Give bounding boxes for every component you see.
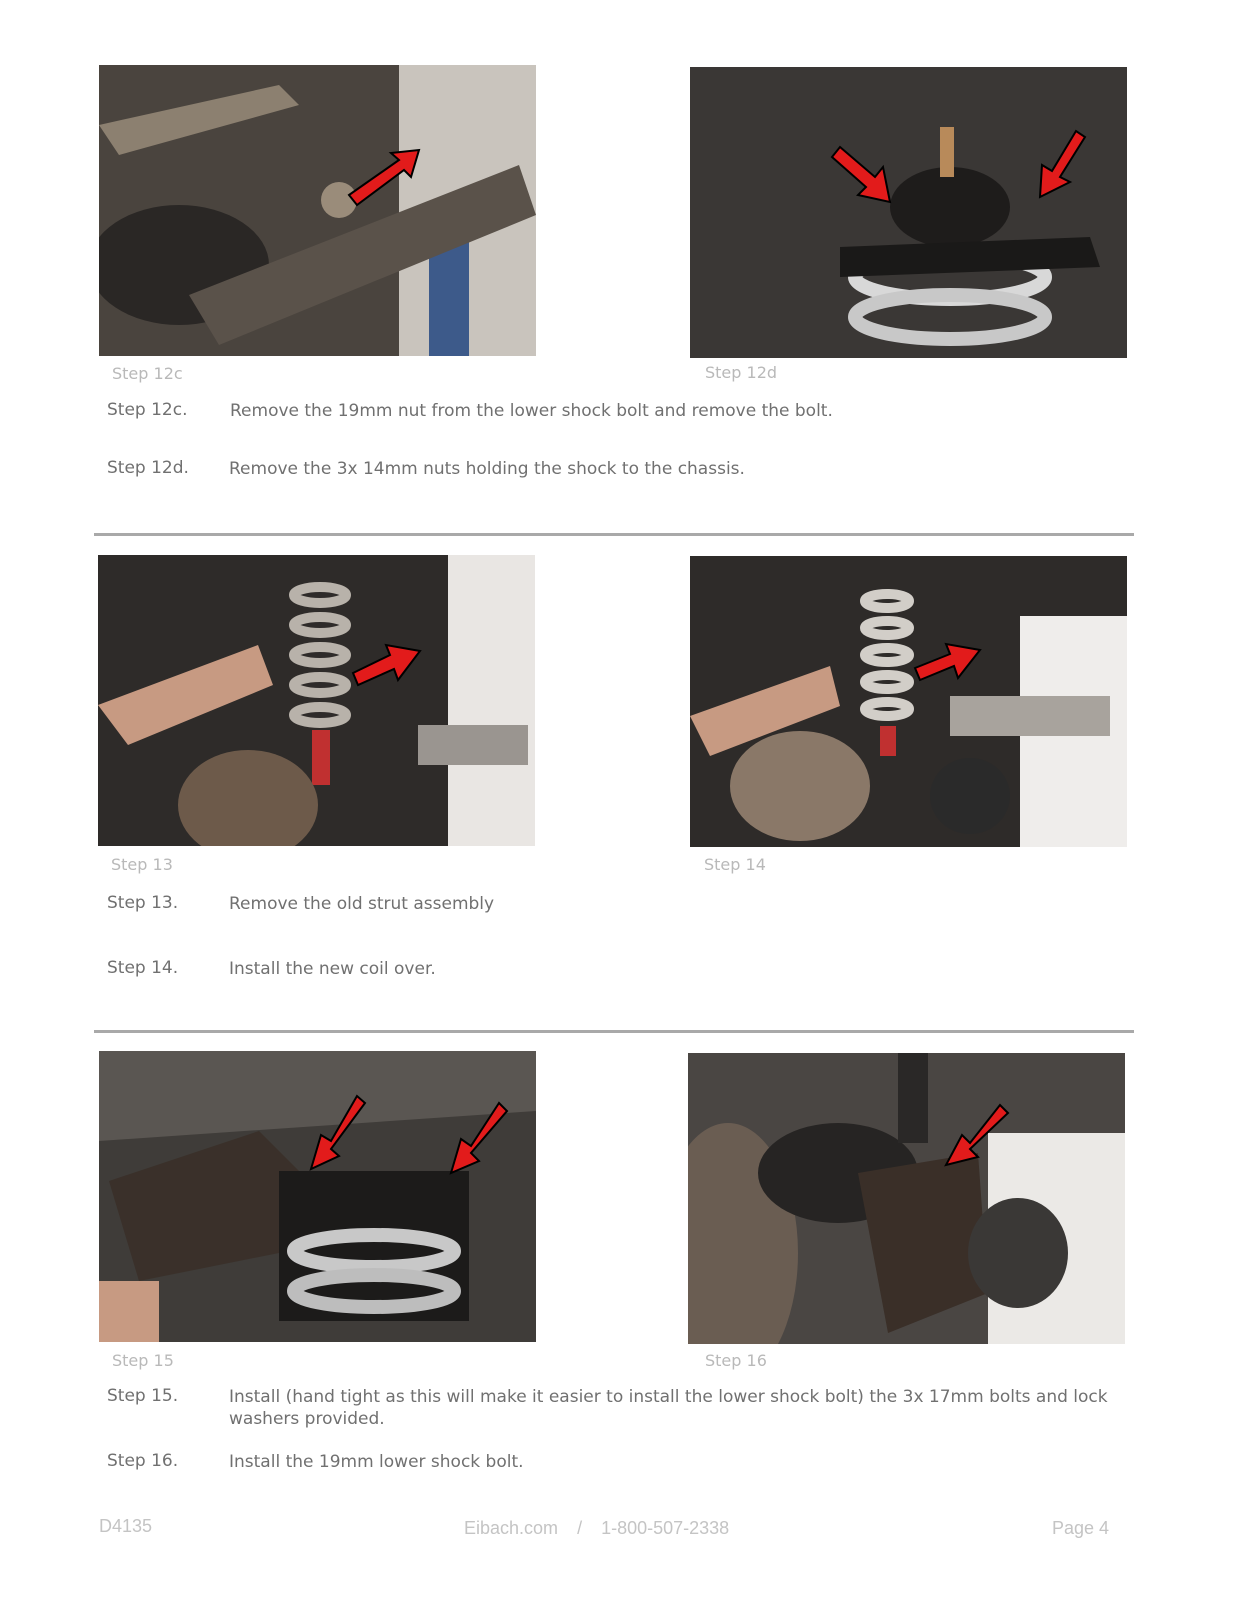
step-13-text: Remove the old strut assembly [229, 894, 495, 914]
red-arrow-icon [99, 1051, 536, 1342]
step-16-photo [688, 1053, 1125, 1344]
step-15-label: Step 15. [107, 1386, 179, 1406]
step-12c-text: Remove the 19mm nut from the lower shock bolt and remove the bolt. [230, 401, 833, 421]
footer-website[interactable]: Eibach.com [464, 1518, 559, 1538]
section-divider [94, 1030, 1134, 1033]
step-13-label: Step 13. [107, 893, 179, 913]
step-16-text: Install the 19mm lower shock bolt. [229, 1452, 524, 1472]
step-14-photo [690, 556, 1127, 847]
step-12c-label: Step 12c. [107, 400, 188, 420]
red-arrow-icon [99, 65, 536, 356]
step-12c-caption: Step 12c [112, 364, 183, 383]
step-15-caption: Step 15 [112, 1351, 174, 1370]
section-divider [94, 533, 1134, 536]
step-16-label: Step 16. [107, 1451, 179, 1471]
step-12d-text: Remove the 3x 14mm nuts holding the shock to the chassis. [229, 459, 745, 479]
step-13-caption: Step 13 [111, 855, 173, 874]
step-14-caption: Step 14 [704, 855, 766, 874]
step-12c-photo [99, 65, 536, 356]
footer-phone: 1-800-507-2338 [601, 1518, 730, 1538]
red-arrow-icon [690, 67, 1127, 358]
step-14-text: Install the new coil over. [229, 959, 436, 979]
red-arrow-icon [688, 1053, 1125, 1344]
step-14-label: Step 14. [107, 958, 179, 978]
footer-page-number: Page 4 [1052, 1518, 1110, 1538]
step-15-text: Install (hand tight as this will make it easier to install the lower shock bolt) the 3x 17mm bolts and lock washers provided. [229, 1387, 1108, 1429]
step-12d-photo [690, 67, 1127, 358]
step-12d-label: Step 12d. [107, 458, 189, 478]
step-15-photo [99, 1051, 536, 1342]
red-arrow-icon [690, 556, 1127, 847]
step-16-caption: Step 16 [705, 1351, 767, 1370]
footer-doc-code: D4135 [99, 1516, 153, 1536]
footer-separator: / [577, 1518, 583, 1538]
step-12d-caption: Step 12d [705, 363, 778, 382]
footer-contact [464, 1518, 729, 1539]
red-arrow-icon [98, 555, 535, 846]
step-13-photo [98, 555, 535, 846]
